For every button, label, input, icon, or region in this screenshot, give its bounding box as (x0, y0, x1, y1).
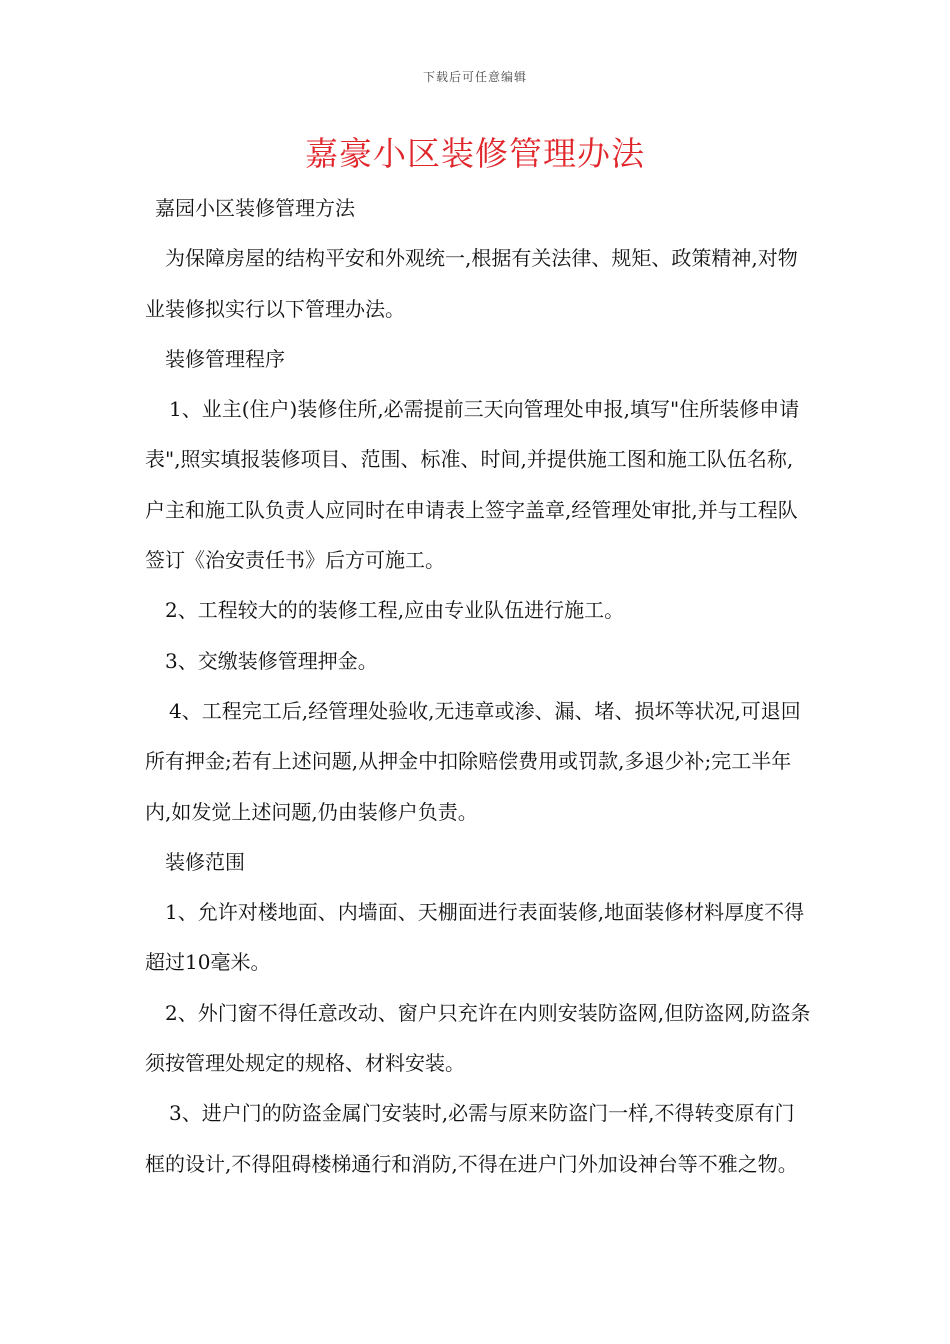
section-heading-scope: 装修范围 (165, 849, 245, 874)
intro-paragraph: 为保障房屋的结构平安和外观统一,根据有关法律、规矩、政策精神,对物业装修拟实行以下管理办法。 (145, 246, 798, 321)
page-header: 下载后可任意编辑 (422, 70, 527, 84)
procedure-item-3: 3、交缴装修管理押金。 (165, 648, 378, 673)
procedure-item-1: 1、业主(住户)装修住所,必需提前三天向管理处申报,填写"住所装修申请表",照实填报装修项目、范围、标准、时间,并提供施工图和施工队伍名称,户主和施工队负责人应同时在申请表上签字盖章,经管理处审批,并与工程队签订《治安责任书》后方可施工。 (145, 397, 800, 573)
scope-item-1: 1、允许对楼地面、内墙面、天棚面进行表面装修,地面装修材料厚度不得超过10毫米。 (145, 900, 805, 975)
section-heading-procedure: 装修管理程序 (165, 346, 285, 371)
procedure-item-2: 2、工程较大的的装修工程,应由专业队伍进行施工。 (165, 598, 625, 623)
scope-item-3: 3、进户门的防盗金属门安装时,必需与原来防盗门一样,不得转变原有门框的设计,不得阻碍楼梯通行和消防,不得在进户门外加设神台等不雅之物。 (145, 1101, 798, 1176)
procedure-item-4: 4、工程完工后,经管理处验收,无违章或渗、漏、堵、损坏等状况,可退回所有押金;若有上述问题,从押金中扣除赔偿费用或罚款,多退少补;完工半年内,如发觉上述问题,仍由装修户负责。 (145, 698, 801, 824)
document-title: 嘉豪小区装修管理办法 (305, 134, 645, 173)
scope-item-2: 2、外门窗不得任意改动、窗户只充许在内则安装防盗网,但防盗网,防盗条须按管理处规定的规格、材料安装。 (145, 1000, 811, 1076)
subtitle-paragraph: 嘉园小区装修管理方法 (155, 196, 355, 220)
document-body (145, 183, 811, 1189)
